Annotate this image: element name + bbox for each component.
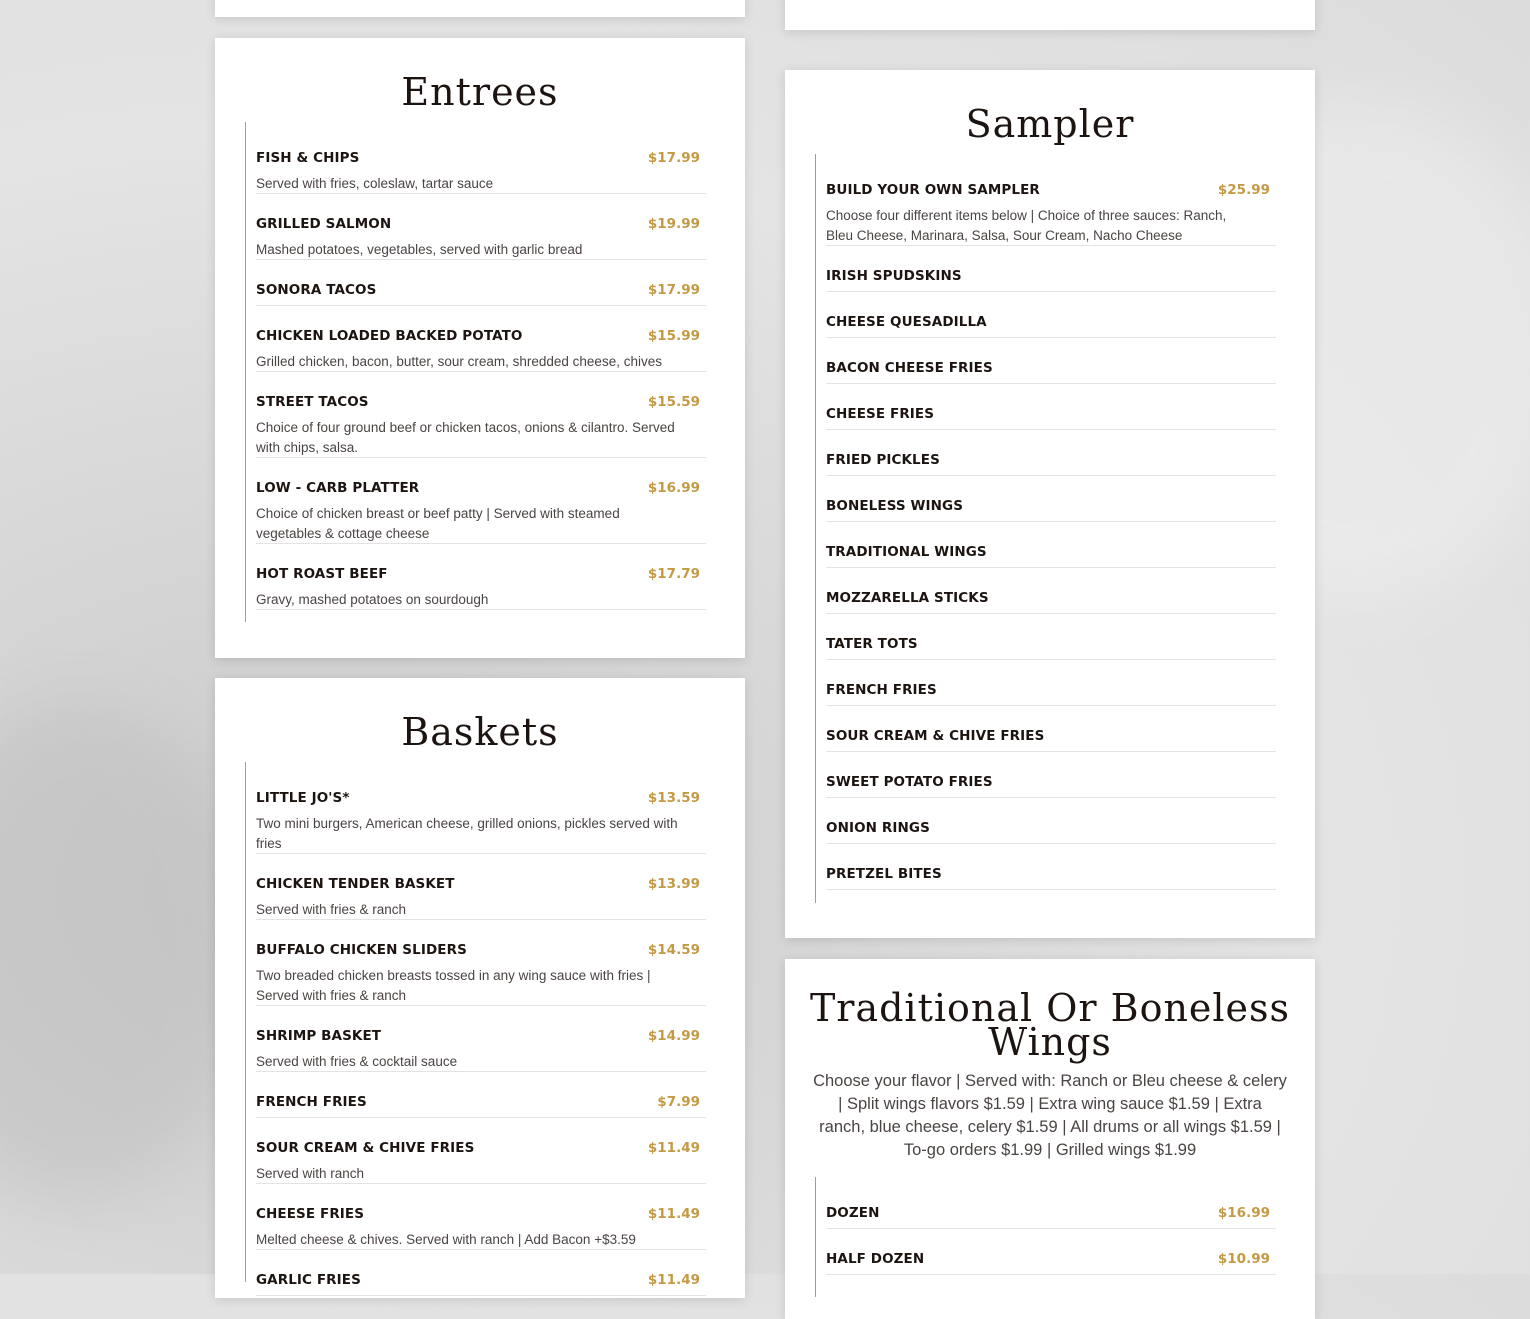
menu-item-name: BACON CHEESE FRIES <box>826 360 993 376</box>
wings-list <box>815 1177 1276 1297</box>
menu-item-name: FRIED PICKLES <box>826 452 940 468</box>
menu-item <box>256 194 706 260</box>
menu-item <box>256 1250 706 1296</box>
wings-title-line2: Wings <box>988 1020 1112 1064</box>
menu-item-name: SOUR CREAM & CHIVE FRIES <box>826 728 1045 744</box>
menu-item <box>826 522 1276 568</box>
menu-item-name: TATER TOTS <box>826 636 918 652</box>
menu-item-name: FISH & CHIPS <box>256 150 360 166</box>
menu-item-name: BUFFALO CHICKEN SLIDERS <box>256 942 467 958</box>
menu-item <box>826 1229 1276 1275</box>
menu-item <box>256 768 706 854</box>
menu-item <box>256 1184 706 1250</box>
menu-item-description: Served with fries & cocktail sauce <box>256 1054 458 1069</box>
menu-item <box>256 260 706 306</box>
entrees-list <box>245 122 706 622</box>
menu-item <box>826 614 1276 660</box>
menu-item-description: Two breaded chicken breasts tossed in any wing sauce with fries | Served with fries & ranch <box>256 968 651 1003</box>
menu-item-name: HOT ROAST BEEF <box>256 566 388 582</box>
menu-item-price: $15.99 <box>647 328 700 344</box>
menu-item-description: Melted cheese & chives. Served with ranch | Add Bacon +$3.59 <box>256 1232 636 1247</box>
menu-item-name: CHICKEN TENDER BASKET <box>256 876 455 892</box>
menu-item-description: Choice of chicken breast or beef patty | Served with steamed vegetables & cottage cheese <box>256 506 620 541</box>
menu-item-price: $16.99 <box>647 480 700 496</box>
sampler-title: Sampler <box>965 102 1135 146</box>
menu-item <box>826 384 1276 430</box>
menu-item <box>256 1118 706 1184</box>
menu-item-price: $11.49 <box>647 1272 700 1288</box>
menu-item-name: CHEESE FRIES <box>256 1206 365 1222</box>
menu-item-name: SHRIMP BASKET <box>256 1028 382 1044</box>
wings-title <box>785 986 1315 1064</box>
menu-item-price: $14.99 <box>647 1028 700 1044</box>
menu-item-description: Mashed potatoes, vegetables, served with garlic bread <box>256 242 583 257</box>
menu-item <box>826 246 1276 292</box>
menu-item-price: $13.59 <box>647 790 700 806</box>
menu-item-name: FRENCH FRIES <box>826 682 937 698</box>
menu-item-price: $16.99 <box>1217 1205 1270 1221</box>
sampler-list <box>815 154 1276 903</box>
wings-intro: Choose your flavor | Served with: Ranch or Bleu cheese & celery | Split wings flavors $1.59 | Extra wing sauce $1.59 | Extra ranch, blue cheese, celery $1.59 | All drums or all wings $1.59 | To-go orders $1.99 | Grilled wings $1.99 <box>813 1072 1287 1159</box>
menu-item-price: $19.99 <box>647 216 700 232</box>
menu-item-description: Served with ranch <box>256 1166 365 1181</box>
entrees-title: Entrees <box>401 70 559 114</box>
menu-item-name: BONELESS WINGS <box>826 498 964 514</box>
menu-item <box>256 920 706 1006</box>
previous-card-bottom <box>215 0 745 17</box>
menu-item-price: $15.59 <box>647 394 700 410</box>
menu-item-description: Gravy, mashed potatoes on sourdough <box>256 592 489 607</box>
menu-item-price: $25.99 <box>1217 182 1270 198</box>
menu-item-name: PRETZEL BITES <box>826 866 942 882</box>
baskets-card <box>215 678 745 1298</box>
baskets-list <box>245 762 706 1288</box>
menu-item-name: GARLIC FRIES <box>256 1272 361 1288</box>
menu-item-name: SONORA TACOS <box>256 282 377 298</box>
menu-item-name: DOZEN <box>826 1205 880 1221</box>
menu-item <box>826 292 1276 338</box>
menu-item-price: $10.99 <box>1217 1251 1270 1267</box>
menu-item <box>256 1072 706 1118</box>
wings-card <box>785 959 1315 1319</box>
menu-item <box>826 752 1276 798</box>
menu-item <box>256 458 706 544</box>
menu-item-name: CHICKEN LOADED BACKED POTATO <box>256 328 523 344</box>
menu-item-price: $7.99 <box>657 1094 700 1110</box>
menu-item <box>826 338 1276 384</box>
menu-item-name: GRILLED SALMON <box>256 216 392 232</box>
menu-item-name: TRADITIONAL WINGS <box>826 544 987 560</box>
menu-item-price: $13.99 <box>647 876 700 892</box>
menu-item-name: SOUR CREAM & CHIVE FRIES <box>256 1140 475 1156</box>
menu-item-price: $11.49 <box>647 1140 700 1156</box>
previous-card-bottom <box>785 0 1315 30</box>
menu-item-name: CHEESE FRIES <box>826 406 935 422</box>
menu-item <box>826 568 1276 614</box>
menu-item-description: Choice of four ground beef or chicken tacos, onions & cilantro. Served with chips, salsa. <box>256 420 675 455</box>
menu-item <box>826 476 1276 522</box>
menu-item-price: $17.79 <box>647 566 700 582</box>
menu-item-name: MOZZARELLA STICKS <box>826 590 989 606</box>
menu-item-name: HALF DOZEN <box>826 1251 925 1267</box>
menu-item-price: $14.59 <box>647 942 700 958</box>
entrees-card <box>215 38 745 658</box>
menu-item-description: Served with fries & ranch <box>256 902 407 917</box>
menu-item-name: STREET TACOS <box>256 394 369 410</box>
menu-item-price: $11.49 <box>647 1206 700 1222</box>
menu-item-price: $17.99 <box>647 282 700 298</box>
menu-item <box>256 128 706 194</box>
menu-item-description: Choose four different items below | Choice of three sauces: Ranch, Bleu Cheese, Marinara, Salsa, Sour Cream, Nacho Cheese <box>826 208 1227 243</box>
menu-item-name: SWEET POTATO FRIES <box>826 774 993 790</box>
menu-item-name: IRISH SPUDSKINS <box>826 268 962 284</box>
menu-item <box>826 844 1276 890</box>
menu-item-name: LOW - CARB PLATTER <box>256 480 420 496</box>
menu-item-name: CHEESE QUESADILLA <box>826 314 987 330</box>
menu-item <box>826 160 1276 246</box>
menu-item <box>256 1006 706 1072</box>
menu-item <box>826 798 1276 844</box>
menu-item-description: Two mini burgers, American cheese, grilled onions, pickles served with fries <box>256 816 678 851</box>
baskets-title: Baskets <box>401 710 559 754</box>
menu-item <box>256 854 706 920</box>
wings-title-line1: Traditional Or Boneless <box>809 986 1291 1030</box>
menu-item <box>826 430 1276 476</box>
menu-item-name: BUILD YOUR OWN SAMPLER <box>826 182 1040 198</box>
menu-item <box>826 660 1276 706</box>
menu-item <box>256 372 706 458</box>
menu-item <box>826 706 1276 752</box>
menu-item-name: ONION RINGS <box>826 820 930 836</box>
menu-item-description: Served with fries, coleslaw, tartar sauce <box>256 176 494 191</box>
menu-item <box>826 1183 1276 1229</box>
menu-item-name: LITTLE JO'S* <box>256 790 350 806</box>
sampler-card <box>785 70 1315 938</box>
menu-item-description: Grilled chicken, bacon, butter, sour cream, shredded cheese, chives <box>256 354 662 369</box>
background-shape <box>0 700 250 1200</box>
menu-item <box>256 544 706 610</box>
menu-item-name: FRENCH FRIES <box>256 1094 367 1110</box>
menu-item-price: $17.99 <box>647 150 700 166</box>
menu-item <box>256 306 706 372</box>
